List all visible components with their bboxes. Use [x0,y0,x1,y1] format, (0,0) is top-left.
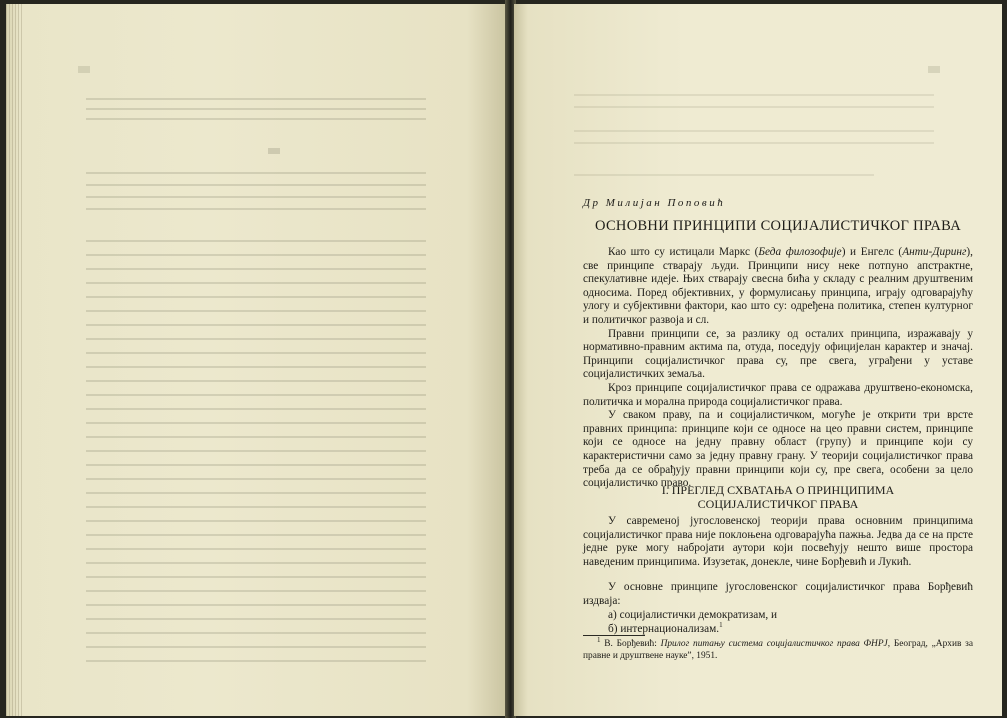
intro-paragraph-1-text: ) и Енгелс ( [841,246,903,258]
left-page-bleed-line [86,310,426,312]
intro-paragraph-1 [583,246,973,328]
left-page-bleed-line [86,208,426,210]
footnote-author: В. Борђевић: [604,639,657,649]
footnote-rule [583,635,645,636]
left-page-bleed-line [86,464,426,466]
left-page-bleed-folio [78,66,90,73]
left-page-bleed-line [86,380,426,382]
left-page-bleed-line [86,408,426,410]
article-author: Др Милијан Поповић [583,197,726,209]
left-page-bleed-line [86,576,426,578]
left-page-bleed-line [86,184,426,186]
left-page-bleed-line [86,352,426,354]
section-heading [583,483,973,511]
left-page-bleed-line [86,660,426,662]
work-title-misery-of-philosophy: Беда филозофије [758,246,842,258]
left-page-bleed-line [86,450,426,452]
article-title: ОСНОВНИ ПРИНЦИПИ СОЦИЈАЛИСТИЧКОГ ПРАВА [595,218,961,234]
left-page-bleed-line [86,506,426,508]
intro-paragraph-1-text: Као што су истицали Маркс ( [608,246,759,258]
section-paragraph-2: У основне принципе југословенског социјалистичког права Борђевић издваја: [583,581,973,607]
intro-paragraph-2: Правни принципи се, за разлику од осталих принципа, изражавају у нормативно-правним актима па, отуда, поседују официјелан карактер и значај. Принципи социјалистичког права су, пре свега, уграђени у уставе социјалистичких земаља. [583,327,973,381]
left-page-bleed-line [86,436,426,438]
left-page-bleed-line [86,108,426,110]
right-page-bleed-line [574,174,874,176]
left-page-bleed-line [86,254,426,256]
right-page-bleed-folio [928,66,940,73]
work-title-anti-duhring: Анти-Диринг [902,246,967,258]
intro-paragraph-4: У сваком праву, па и социјалистичком, могуће је открити три врсте правних принципа: принципе који се односе на цео правни систем, принципе који се односе на једну правну област (групу) и принципе који су карактеристични само за једну правну грану. У теорији социјалистичког права треба да се обрађују правни принципи који су, пре свега, особени за цело социјалистичко право. [583,409,973,490]
left-page-bleed-line [86,196,426,198]
left-page-bleed-line [86,618,426,620]
right-page-bleed-line [574,106,934,108]
left-page [6,4,507,716]
left-page-bleed-line [86,492,426,494]
left-page-bleed-line [86,282,426,284]
left-page-bleed-line [86,296,426,298]
left-page-bleed-line [86,240,426,242]
footnote-number: 1 [597,635,601,644]
footnote-reference: 1 [719,620,723,629]
footnote-text [583,635,974,662]
intro-section [583,246,973,491]
right-page-bleed-line [574,130,934,132]
right-page [514,4,1002,716]
left-page-bleed-line [86,534,426,536]
left-page-bleed-line [86,422,426,424]
section-body [583,515,973,609]
left-page-bleed-heading [268,148,280,154]
left-page-bleed-line [86,562,426,564]
left-page-bleed-line [86,366,426,368]
intro-paragraph-1-text: ), све принципе стварају људи. Принципи нису неке потпуно апстрактне, спекулативне идеје. Њих стварају свесна бића у складу с реалним друштвеним односима. Поред објективних, у формулисању принципа, играју одговарајућу улогу и субјективни фактори, као што су: одређена политика, степен културног и политичког развоја и сл. [583,246,974,326]
intro-paragraph-3: Кроз принципе социјалистичког права се одражава друштвено-економска, политичка и морална природа социјалистичког права. [583,381,973,408]
left-page-bleed-line [86,268,426,270]
left-page-bleed-line [86,338,426,340]
left-page-bleed-line [86,172,426,174]
left-page-bleed-line [86,98,426,100]
left-page-bleed-line [86,394,426,396]
principles-list [608,609,777,636]
left-page-bleed-line [86,590,426,592]
right-page-bleed-line [574,94,934,96]
right-page-bleed-line [574,142,934,144]
page-edge-stack [6,4,24,716]
list-item: а) социјалистички демократизам, и [608,609,778,621]
left-page-bleed-line [86,632,426,634]
footnote-source: , Београд, „Архив за правне и друштвене науке”, 1951. [583,639,974,661]
list-item-text: б) интернационализам. [608,622,720,635]
left-page-bleed-line [86,548,426,550]
section-heading-line-2: СОЦИЈАЛИСТИЧКОГ ПРАВА [697,497,859,511]
section-paragraph-1: У савременој југословенској теорији права основним принципима социјалистичког права није поклоњена одговарајућа пажња. Једва да се на прсте једне руке могу набројати аутори који посвећују нешто више простора наведеним принципима. Изузетак, донекле, чине Борђевић и Лукић. [583,515,973,568]
left-page-bleed-line [86,520,426,522]
section-heading-line-1: I. ПРЕГЛЕД СХВАТАЊА О ПРИНЦИПИМА [661,483,895,497]
left-page-bleed-line [86,324,426,326]
left-page-bleed-line [86,478,426,480]
left-page-bleed-line [86,646,426,648]
left-page-bleed-line [86,604,426,606]
left-page-bleed-line [86,118,426,120]
footnote [583,635,974,662]
footnote-work-title: Прилог питању система социјалистичког права ФНРЈ [660,639,888,649]
